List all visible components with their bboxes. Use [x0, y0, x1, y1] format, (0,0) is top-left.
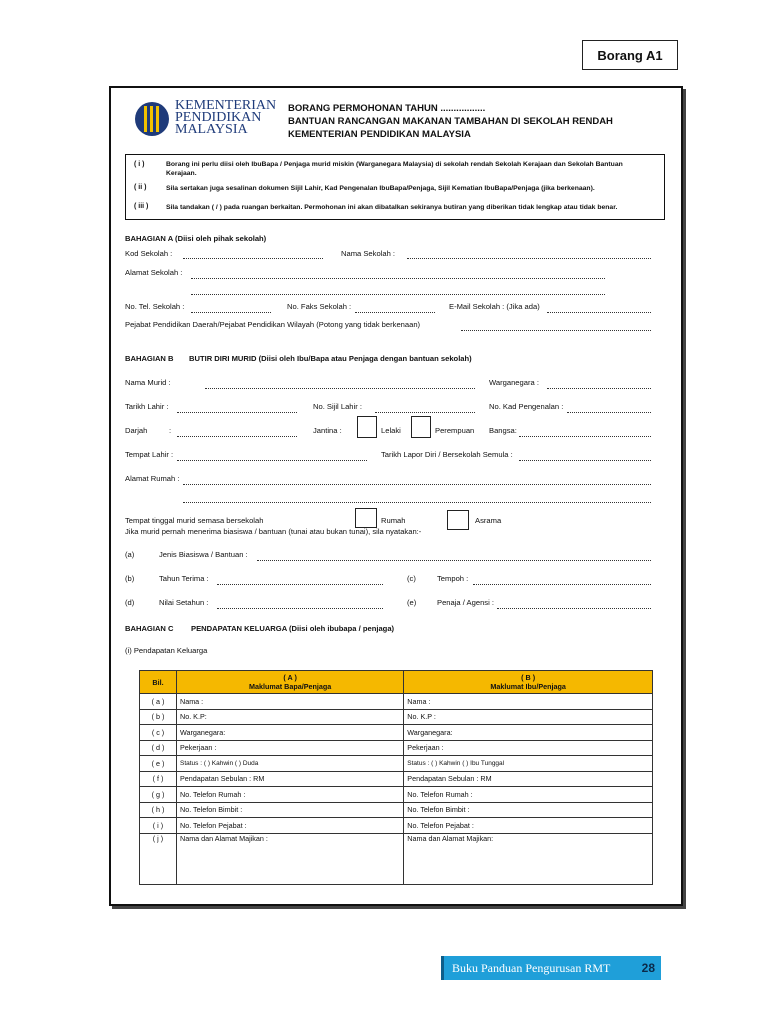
instruction-3: Sila tandakan ( / ) pada ruangan berkaitan. Permohonan ini akan dibatalkan sekiranya butiran yang diberikan tidak lengkap atau tidak benar. — [166, 204, 618, 211]
form-code-label: Borang A1 — [582, 40, 678, 70]
instruction-1: Borang ini perlu diisi oleh IbuBapa / Penjaga murid miskin (Warganegara Malaysia) di sekolah rendah Sekolah Kerajaan dan Sekolah Bantuan Kerajaan. — [166, 161, 623, 177]
family-income-table: Bil. ( A ) Maklumat Bapa/Penjaga ( B ) Maklumat Ibu/Penjaga ( a ) Nama : Nama : ( b ) No. K.P: No. K.P : ( c ) Warganegara: Warganegara: ( d ) Pekerjaan : Pekerjaan : ( e ) Status : ( ) Kahwin ( ) Duda Status : ( ) Kahwin ( ) Ibu Tunggal ( f ) Pendapatan Sebulan : RM Pendapatan Sebulan : RM ( g ) No. Telefon Rumah : No. Telefon Rumah : ( h ) No. Telefon Bimbit : No. Telefon Bimbit : ( i ) No. Telefon Pejabat : No. Telefon Pejabat : ( j ) Nama dan Alamat Majikan : Nama dan Alamat Majikan: — [139, 670, 653, 885]
alamat-rumah-field[interactable] — [183, 484, 651, 485]
section-a-heading: BAHAGIAN A (Diisi oleh pihak sekolah) — [125, 234, 267, 243]
table-row: ( f ) Pendapatan Sebulan : RM Pendapatan Sebulan : RM — [140, 771, 653, 787]
section-b-heading: BAHAGIAN B — [125, 354, 174, 363]
lelaki-checkbox[interactable] — [357, 416, 377, 438]
nama-sekolah-field[interactable] — [407, 258, 651, 259]
page-number: 28 — [636, 956, 661, 980]
table-row: ( a ) Nama : Nama : — [140, 694, 653, 710]
form-page: KEMENTERIAN PENDIDIKAN MALAYSIA BORANG PERMOHONAN TAHUN ................. BANTUAN RANCANGAN MAKANAN TAMBAHAN DI SEKOLAH RENDAH KEMENTERIAN PENDIDIKAN MALAYSIA ( i ) Borang ini perlu diisi oleh IbuBapa / Penjaga murid miskin (Warganegara Malaysia) di sekolah rendah Sekolah Kerajaan dan Sekolah Bantuan Kerajaan. ( ii ) Sila sertakan juga sesalinan dokumen Sijil Lahir, Kad Pengenalan IbuBapa/Penjaga, Sijil Kematian IbuBapa/Penjaga (jika berkenaan). ( iii ) Sila tandakan ( / ) pada ruangan berkaitan. Permohonan ini akan dibatalkan sekiranya butiran yang diberikan tidak lengkap atau tidak benar. BAHAGIAN A (Diisi oleh pihak sekolah) Kod Sekolah : Nama Sekolah : Alamat Sekolah : No. Tel. Sekolah : No. Faks Sekolah : E-Mail Sekolah : (Jika ada) Pejabat Pendidikan Daerah/Pejabat Pendidikan Wilayah (Potong yang tidak berkenaan) BAHAGIAN B BUTIR DIRI MURID (Diisi oleh Ibu/Bapa atau Penjaga dengan bantuan sekolah) Nama Murid : Warganegara : Tarikh Lahir : No. Sijil Lahir : No. Kad Pengenalan : Darjah : Jantina : Lelaki Perempuan Bangsa: Tempat Lahir : Tarikh Lapor Diri / Bersekolah Semula : Alamat Rumah : Tempat tinggal murid semasa bersekolah Rumah Asrama Jika murid pernah menerima biasiswa / bantuan (tunai atau bukan tunai), sila nyatakan:- (a) Jenis Biasiswa / Bantuan : (b) Tahun Terima : (c) Tempoh : (d) Nilai Setahun : (e) Penaja / Agensi : BAHAGIAN C PENDAPATAN KELUARGA (Diisi oleh ibubapa / penjaga) (i) Pendapatan Keluarga Bil. ( A ) Maklumat Bapa/Penjaga ( B ) Maklumat Ibu/Penjaga ( a ) Nama : Nama : ( b ) No. K.P: No. K.P : ( c ) Warganegara: Warganegara: ( d ) Pekerjaan : Pekerjaan : ( e ) Status : ( ) Kahwin ( ) Duda Status : ( ) Kahwin ( ) Ibu Tunggal ( f ) Pendapatan Sebulan : RM Pendapatan Sebulan : RM ( g ) No. Telefon Rumah : No. Telefon Rumah : ( h ) No. Telefon Bimbit : No. Telefon Bimbit : ( i ) No. Telefon Pejabat : No. Telefon Pejabat : ( j ) Nama dan Alamat Majikan : Nama dan Alamat Majikan: — [109, 86, 683, 906]
instructions-box: ( i ) Borang ini perlu diisi oleh IbuBapa / Penjaga murid miskin (Warganegara Malaysia) di sekolah rendah Sekolah Kerajaan dan Sekolah Bantuan Kerajaan. ( ii ) Sila sertakan juga sesalinan dokumen Sijil Lahir, Kad Pengenalan IbuBapa/Penjaga, Sijil Kematian IbuBapa/Penjaga (jika berkenaan). ( iii ) Sila tandakan ( / ) pada ruangan berkaitan. Permohonan ini akan dibatalkan sekiranya butiran yang diberikan tidak lengkap atau tidak benar. — [125, 154, 665, 220]
instruction-2: Sila sertakan juga sesalinan dokumen Sijil Lahir, Kad Pengenalan IbuBapa/Penjaga, Sijil Kematian IbuBapa/Penjaga (jika berkenaan). — [166, 185, 595, 192]
table-row: ( b ) No. K.P: No. K.P : — [140, 709, 653, 725]
ministry-name: KEMENTERIAN PENDIDIKAN MALAYSIA — [175, 98, 277, 137]
table-row: ( j ) Nama dan Alamat Majikan : Nama dan Alamat Majikan: — [140, 833, 653, 884]
alamat-sekolah-field[interactable] — [191, 278, 605, 279]
section-c-heading: BAHAGIAN C — [125, 624, 174, 633]
ministry-logo-icon — [135, 102, 169, 136]
table-row: ( i ) No. Telefon Pejabat : No. Telefon Pejabat : — [140, 818, 653, 834]
perempuan-checkbox[interactable] — [411, 416, 431, 438]
asrama-checkbox[interactable] — [447, 510, 469, 530]
table-row: ( d ) Pekerjaan : Pekerjaan : — [140, 740, 653, 756]
rumah-checkbox[interactable] — [355, 508, 377, 528]
table-row: ( h ) No. Telefon Bimbit : No. Telefon Bimbit : — [140, 802, 653, 818]
table-row: ( c ) Warganegara: Warganegara: — [140, 725, 653, 741]
form-title: BORANG PERMOHONAN TAHUN ................. BANTUAN RANCANGAN MAKANAN TAMBAHAN DI SEKOLAH RENDAH KEMENTERIAN PENDIDIKAN MALAYSIA — [288, 103, 613, 140]
nama-murid-field[interactable] — [205, 388, 475, 389]
table-row: ( g ) No. Telefon Rumah : No. Telefon Rumah : — [140, 787, 653, 803]
table-row: ( e ) Status : ( ) Kahwin ( ) Duda Status : ( ) Kahwin ( ) Ibu Tunggal — [140, 756, 653, 772]
footer-title: Buku Panduan Pengurusan RMT — [441, 956, 636, 980]
page-footer — [441, 956, 661, 980]
